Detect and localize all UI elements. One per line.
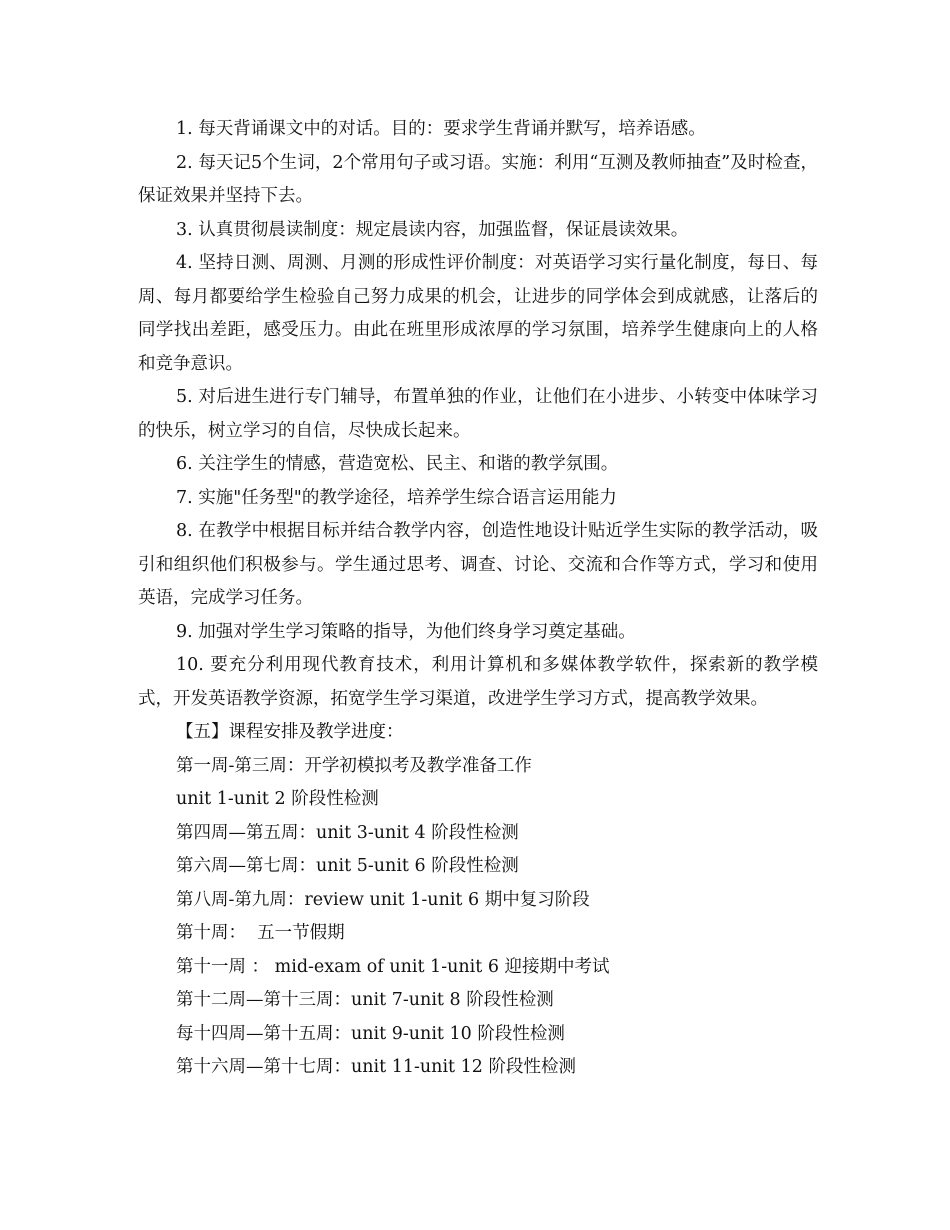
- schedule-line-5: 第八周-第九周：review unit 1-unit 6 期中复习阶段: [176, 889, 590, 910]
- paragraph-3: 3. 认真贯彻晨读制度：规定晨读内容，加强监督，保证晨读效果。: [176, 219, 689, 240]
- schedule-line-3: 第四周—第五周：unit 3-unit 4 阶段性检测: [176, 822, 519, 843]
- paragraph-10: 10. 要充分利用现代教育技术，利用计算机和多媒体教学软件，探索新的教学模式，开发英语教学资源，拓宽学生学习渠道，改进学生学习方式，提高教学效果。: [138, 655, 818, 709]
- paragraph-4: 4. 坚持日测、周测、月测的形成性评价制度：对英语学习实行量化制度，每日、每周、每月都要给学生检验自己努力成果的机会，让进步的同学体会到成就感，让落后的同学找出差距，感受压力。由此在班里形成浓厚的学习氛围，培养学生健康向上的人格和竞争意识。: [138, 253, 818, 374]
- paragraph-7: 7. 实施"任务型"的教学途径，培养学生综合语言运用能力: [176, 487, 617, 508]
- schedule-line-10: 第十六周—第十七周：unit 11-unit 12 阶段性检测: [176, 1057, 576, 1077]
- schedule-line-8: 第十二周—第十三周：unit 7-unit 8 阶段性检测: [176, 990, 554, 1010]
- schedule-line-9: 每十四周—第十五周：unit 9-unit 10 阶段性检测: [176, 1023, 565, 1044]
- paragraph-2: 2. 每天记5个生词，2个常用句子或习语。实施：利用“互测及教师抽查”及时检查，保证效果并坚持下去。: [138, 152, 818, 206]
- schedule-line-2: unit 1-unit 2 阶段性检测: [176, 789, 379, 809]
- paragraph-8: 8. 在教学中根据目标并结合教学内容，创造性地设计贴近学生实际的教学活动，吸引和组织他们积极参与。学生通过思考、调查、讨论、交流和合作等方式，学习和使用英语，完成学习任务。: [138, 521, 818, 608]
- schedule-line-7: 第十一周 ： mid-exam of unit 1-unit 6 迎接期中考试: [176, 956, 610, 977]
- schedule-line-1: 第一周-第三周：开学初模拟考及教学准备工作: [176, 755, 532, 776]
- paragraph-6: 6. 关注学生的情感，营造宽松、民主、和谐的教学氛围。: [176, 454, 619, 474]
- paragraph-1: 1. 每天背诵课文中的对话。目的：要求学生背诵并默写，培养语感。: [176, 119, 706, 139]
- schedule-line-4: 第六周—第七周：unit 5-unit 6 阶段性检测: [176, 856, 519, 876]
- paragraph-9: 9. 加强对学生学习策略的指导，为他们终身学习奠定基础。: [176, 621, 636, 642]
- paragraph-5: 5. 对后进生进行专门辅导，布置单独的作业，让他们在小进步、小转变中体味学习的快乐，树立学习的自信，尽快成长起来。: [138, 387, 818, 441]
- section-title: 【五】课程安排及教学进度：: [176, 722, 404, 742]
- schedule-line-6: 第十周： 五一节假期: [176, 923, 345, 943]
